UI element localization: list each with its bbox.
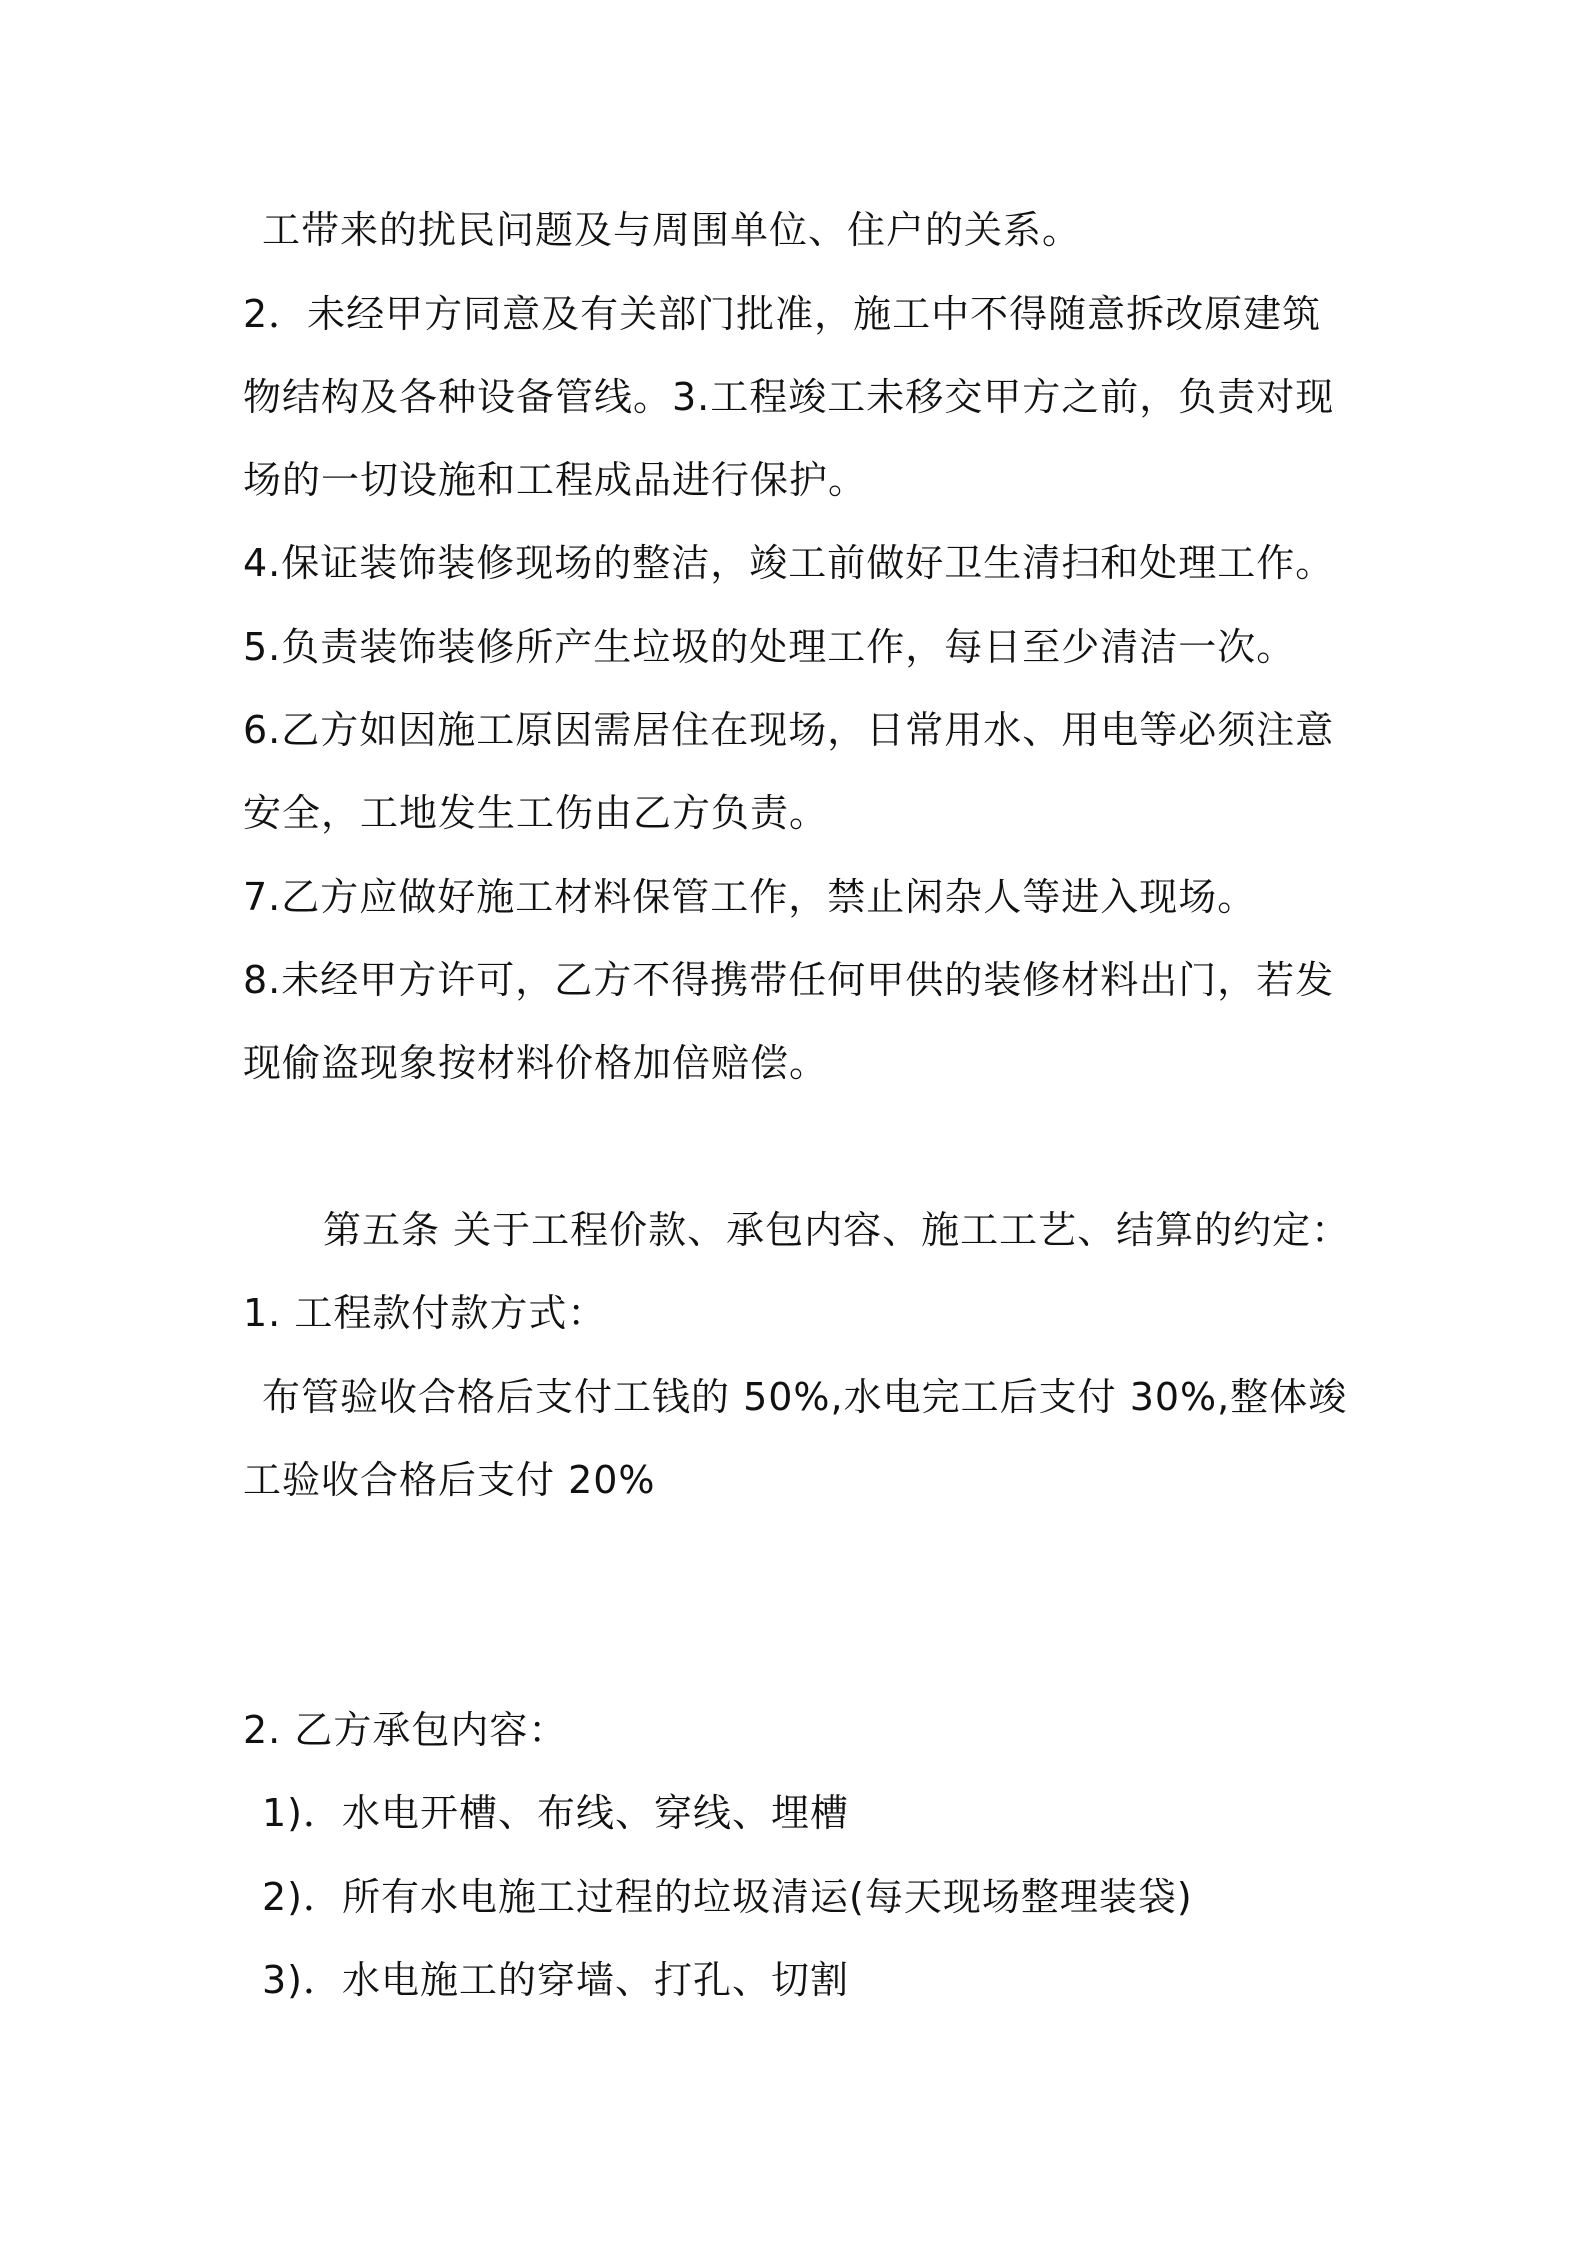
clause-4: 4.保证装饰装修现场的整洁，竣工前做好卫生清扫和处理工作。 — [243, 541, 1335, 585]
clause-6-line-1: 6.乙方如因施工原因需居住在现场，日常用水、用电等必须注意 — [243, 708, 1335, 752]
section-heading: 第五条 关于工程价款、承包内容、施工工艺、结算的约定： — [323, 1208, 1351, 1252]
scope-title: 2. 乙方承包内容： — [243, 1708, 568, 1752]
clause-2-line-1: 2．未经甲方同意及有关部门批准，施工中不得随意拆改原建筑 — [243, 292, 1322, 336]
scope-item: 2)．所有水电施工过程的垃圾清运(每天现场整理装袋) — [262, 1875, 1193, 1919]
clause-3-line-2: 场的一切设施和工程成品进行保护。 — [243, 458, 868, 502]
clause-8-line-2: 现偷盗现象按材料价格加倍赔偿。 — [243, 1041, 829, 1085]
clause-2-line-2: 物结构及各种设备管线。3.工程竣工未移交甲方之前，负责对现 — [243, 375, 1335, 419]
text-line: 工带来的扰民问题及与周围单位、住户的关系。 — [262, 208, 1082, 252]
clause-8-line-1: 8.未经甲方许可，乙方不得携带任何甲供的装修材料出门，若发 — [243, 958, 1335, 1002]
scope-item: 3)．水电施工的穿墙、打孔、切割 — [262, 1958, 850, 2002]
scope-item: 1)．水电开槽、布线、穿线、埋槽 — [262, 1791, 850, 1835]
clause-5: 5.负责装饰装修所产生垃圾的处理工作，每日至少清洁一次。 — [243, 625, 1296, 669]
payment-line-1: 布管验收合格后支付工钱的 50%,水电完工后支付 30%,整体竣 — [262, 1375, 1348, 1419]
clause-6-line-2: 安全，工地发生工伤由乙方负责。 — [243, 791, 829, 835]
payment-title: 1. 工程款付款方式： — [243, 1291, 607, 1335]
payment-line-2: 工验收合格后支付 20% — [243, 1458, 656, 1502]
clause-7: 7.乙方应做好施工材料保管工作，禁止闲杂人等进入现场。 — [243, 875, 1257, 919]
